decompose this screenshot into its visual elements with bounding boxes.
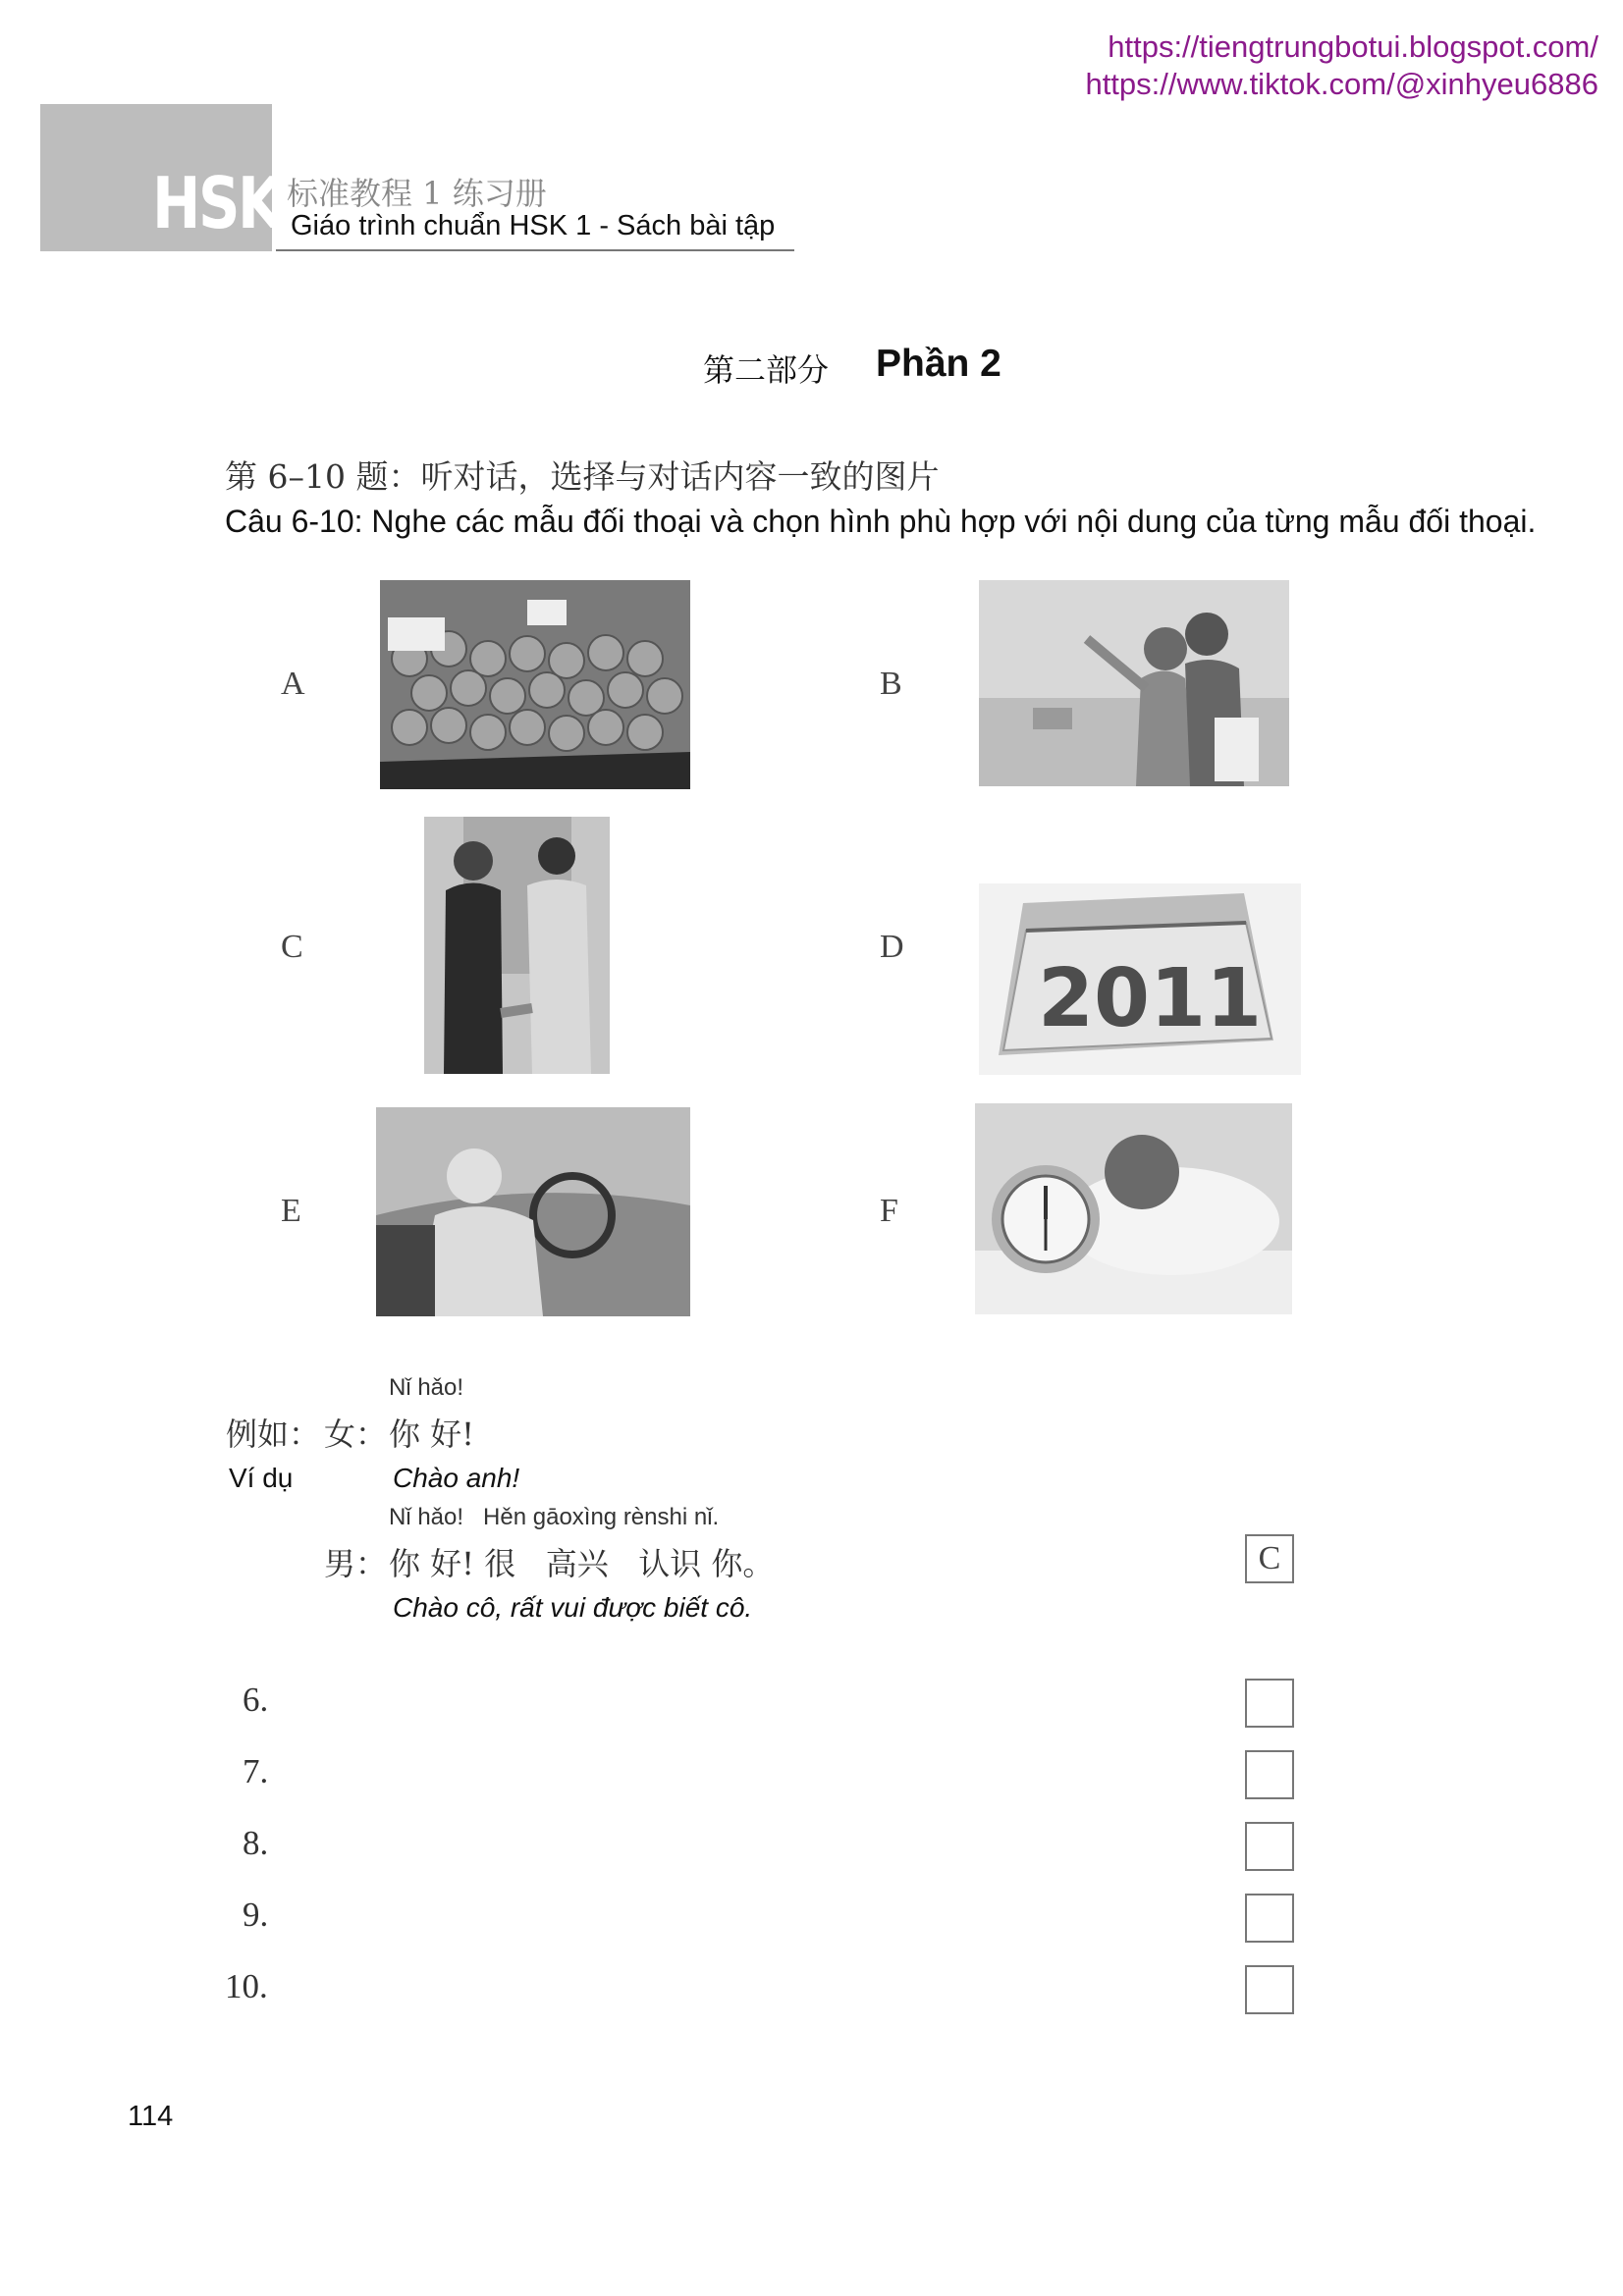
man-sleeping-clock-photo [975, 1103, 1292, 1314]
answer-box-6[interactable] [1245, 1679, 1294, 1728]
picture-label-a: A [281, 666, 305, 702]
answer-box-8[interactable] [1245, 1822, 1294, 1871]
answer-box-7[interactable] [1245, 1750, 1294, 1799]
example-line1-pinyin: Nǐ hǎo! [389, 1374, 464, 1401]
example-line1-vi: Chào anh! [393, 1463, 520, 1493]
picture-label-f: F [880, 1193, 898, 1229]
calendar-year-text: 2011 [1038, 952, 1263, 1045]
man-driving-car-photo [376, 1107, 690, 1316]
book-title-vi: Giáo trình chuẩn HSK 1 - Sách bài tập [291, 210, 776, 241]
example-label-vi: Ví dụ [229, 1463, 294, 1493]
example-line2-zh: 你 好! 很 高兴 认识 你。 [389, 1545, 775, 1582]
tiktok-url-link[interactable]: https://www.tiktok.com/@xinhyeu6886 [1085, 67, 1598, 101]
question-number: 6. [243, 1681, 269, 1719]
page-number: 114 [128, 2101, 174, 2132]
instruction-zh: 第 6–10 题：听对话，选择与对话内容一致的图片 [225, 457, 940, 496]
question-number: 7. [243, 1752, 269, 1790]
example-line2-vi: Chào cô, rất vui được biết cô. [393, 1592, 753, 1623]
book-title-zh: 标准教程 1 练习册 [287, 175, 547, 212]
couple-hailing-taxi-photo [979, 580, 1289, 786]
section-title-vi: Phần 2 [876, 343, 1001, 385]
header-divider [276, 249, 794, 251]
question-number: 10. [225, 1967, 268, 2005]
answer-box-9[interactable] [1245, 1894, 1294, 1943]
question-number: 8. [243, 1824, 269, 1862]
example-label-zh: 例如： [226, 1415, 321, 1453]
blog-url-link[interactable]: https://tiengtrungbotui.blogspot.com/ [1108, 29, 1598, 64]
example-line2-pinyin: Nǐ hǎo! Hěn gāoxìng rènshi nǐ. [389, 1504, 720, 1530]
example-answer-box: C [1245, 1534, 1294, 1583]
section-title-zh: 第二部分 [703, 351, 830, 389]
question-number: 9. [243, 1896, 269, 1934]
example-speaker-female: 女： [324, 1415, 388, 1453]
picture-label-d: D [880, 929, 904, 965]
picture-label-c: C [281, 929, 303, 965]
hsk-logo: HSK [152, 162, 281, 244]
handshake-photo [424, 817, 610, 1074]
picture-label-e: E [281, 1193, 301, 1229]
example-speaker-male: 男： [324, 1545, 388, 1582]
picture-label-b: B [880, 666, 902, 702]
answer-box-10[interactable] [1245, 1965, 1294, 2014]
instruction-vi: Câu 6-10: Nghe các mẫu đối thoại và chọn hình phù hợp với nội dung của từng mẫu đối thoại. [225, 504, 1537, 539]
fruit-market-photo [380, 580, 690, 789]
example-line1-zh: 你 好! [389, 1415, 475, 1453]
calendar-2011-photo [979, 883, 1301, 1075]
